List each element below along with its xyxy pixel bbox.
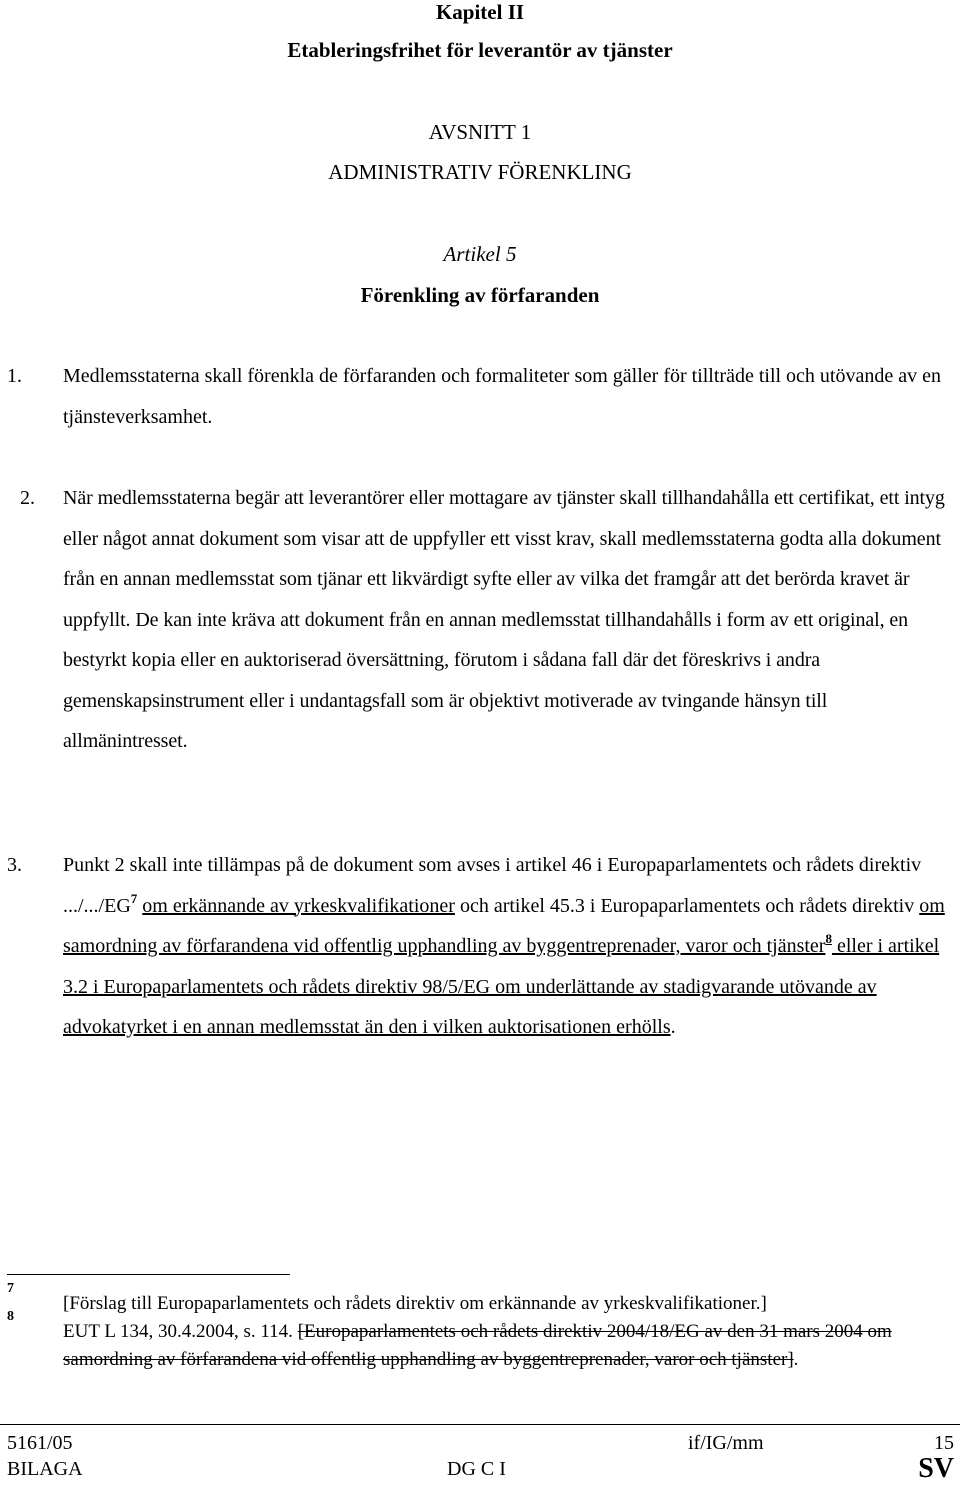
inserted-text: om samordning av förfarandena vid offentlig upphandling av byggentreprenader, varor och tjänster: [63, 894, 945, 957]
footnote-7-marker: 7: [7, 1281, 14, 1296]
initials: if/IG/mm: [688, 1432, 764, 1454]
article-heading: Artikel 5: [443, 242, 517, 266]
footnote-8: [63, 1318, 933, 1374]
footnote-7: [Förslag till Europaparlamentets och rådets direktiv om erkännande av yrkeskvalifikationer.]: [63, 1293, 767, 1314]
footnote-8-text: EUT L 134, 30.4.2004, s. 114.: [63, 1321, 298, 1342]
footnote-ref-8[interactable]: 8: [825, 931, 832, 946]
footnote-separator: [7, 1274, 290, 1275]
paragraph-1: Medlemsstaterna skall förenkla de förfaranden och formaliteter som gäller för tillträde till och utövande av en tjänsteverksamhet.: [63, 365, 941, 428]
paragraph-3-text: .: [670, 1016, 676, 1038]
paragraph-3-text: Punkt 2 skall inte tillämpas på de dokument som avses i artikel 46 i Europaparlamentets och rådets direktiv .../.../EG: [63, 854, 922, 917]
paragraph-2: När medlemsstaterna begär att leverantörer eller mottagare av tjänster skall tillhandahålla ett certifikat, ett intyg eller något annat dokument som visar att de uppfyller ett visst krav, skall medlemsstaterna godta alla dokument från en annan medlemsstat som tjänar ett likvärdigt syfte eller av vilka det framgår att det berörda kravet är uppfyllt. De kan inte kräva att dokument från en annan medlemsstat tillhandahålls i form av ett original, en bestyrkt kopia eller en auktoriserad översättning, förutom i sådana fall där det föreskrivs i andra gemenskapsinstrument eller i undantagsfall som är objektivt motiverade av tvingande hänsyn till allmänintresset.: [63, 487, 945, 752]
paragraph-3-number: 3.: [7, 854, 22, 876]
deleted-text: [Europaparlamentets och rådets direktiv 2004/18/EG av den 31 mars 2004 om samordning av förfarandena vid offentlig upphandling av byggentreprenader, varor och tjänster]: [63, 1321, 892, 1370]
footnote-8-end: .: [793, 1349, 799, 1370]
section-heading: AVSNITT 1: [428, 120, 532, 144]
page-number: 15: [934, 1432, 954, 1454]
footnote-8-marker: 8: [7, 1309, 14, 1324]
annex-label: BILAGA: [7, 1458, 83, 1480]
footnote-ref-7[interactable]: 7: [130, 890, 138, 906]
chapter-title: Etableringsfrihet för leverantör av tjänster: [287, 38, 673, 62]
section-title: ADMINISTRATIV FÖRENKLING: [328, 160, 632, 184]
paragraph-1-number: 1.: [7, 365, 22, 387]
chapter-heading: Kapitel II: [435, 0, 525, 24]
inserted-text: om erkännande av yrkeskvalifikationer: [142, 894, 455, 917]
footer-rule: [0, 1424, 960, 1425]
paragraph-3-text: och artikel 45.3 i Europaparlamentets och rådets direktiv: [454, 894, 920, 917]
paragraph-2-number: 2.: [20, 487, 35, 509]
language-code: SV: [918, 1453, 954, 1484]
dg-label: DG C I: [447, 1458, 506, 1480]
paragraph-3: [63, 845, 953, 1048]
inserted-text: eller i artikel 3.2 i Europaparlamentets och rådets direktiv 98/5/EG om underlättande av stadigvarande utövande av advokatyrket i en annan medlemsstat än den i vilken auktorisationen erhölls: [63, 935, 940, 1038]
article-title: Förenkling av förfaranden: [360, 283, 600, 307]
doc-number: 5161/05: [7, 1432, 73, 1454]
